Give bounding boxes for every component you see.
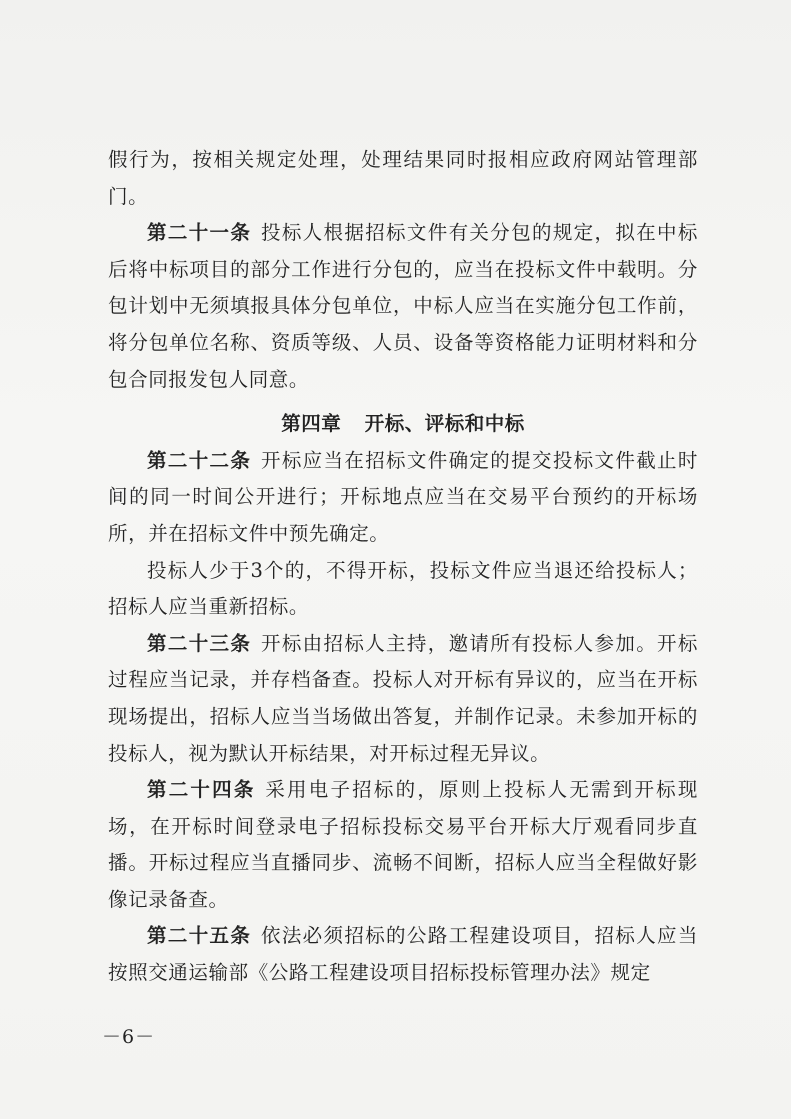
paragraph-bidders: 投标人少于3个的，不得开标，投标文件应当退还给投标人；招标人应当重新招标。 [108, 558, 698, 619]
page-number: －6－ [102, 1026, 156, 1048]
article-text: 开标由招标人主持，邀请所有投标人参加。开标过程应当记录，并存档备查。投标人对开标有异议的，应当在开标现场提出，招标人应当当场做出答复，并制作记录。未参加开标的投标人，视为默认开标结果，对开标过程无异议。 [108, 631, 698, 765]
article-text: 依法必须招标的公路工程建设项目，招标人应当按照交通运输部《公路工程建设项目招标投标管理办法》规定 [108, 924, 698, 985]
article-text: 开标应当在招标文件确定的提交投标文件截止时间的同一时间公开进行；开标地点应当在交易平台预约的开标场所，并在招标文件中预先确定。 [108, 448, 698, 545]
chapter-title: 开标、评标和中标 [364, 412, 525, 436]
article-number: 第二十四条 [147, 778, 256, 802]
article-number: 第二十一条 [147, 221, 252, 245]
paragraph-continuation: 假行为，按相关规定处理，处理结果同时报相应政府网站管理部门。 [108, 148, 698, 208]
article-25 [108, 918, 698, 991]
document-body [108, 142, 698, 992]
chapter-number: 第四章 [281, 412, 342, 436]
article-24 [108, 772, 698, 918]
article-text: 采用电子招标的，原则上投标人无需到开标现场，在开标时间登录电子招标投标交易平台开标大厅观看同步直播。开标过程应当直播同步、流畅不间断，招标人应当全程做好影像记录备查。 [108, 778, 698, 911]
article-number: 第二十三条 [147, 631, 252, 655]
article-text: 投标人根据招标文件有关分包的规定，拟在中标后将中标项目的部分工作进行分包的，应当在投标文件中载明。分包计划中无须填报具体分包单位，中标人应当在实施分包工作前，将分包单位名称、资质等级、人员、设备等资格能力证明材料和分包合同报发包人同意。 [108, 221, 698, 391]
article-23 [108, 626, 698, 772]
article-number: 第二十二条 [147, 448, 252, 472]
article-number: 第二十五条 [147, 924, 252, 948]
article-21 [108, 215, 698, 398]
chapter-heading [108, 406, 698, 443]
article-22 [108, 443, 698, 553]
